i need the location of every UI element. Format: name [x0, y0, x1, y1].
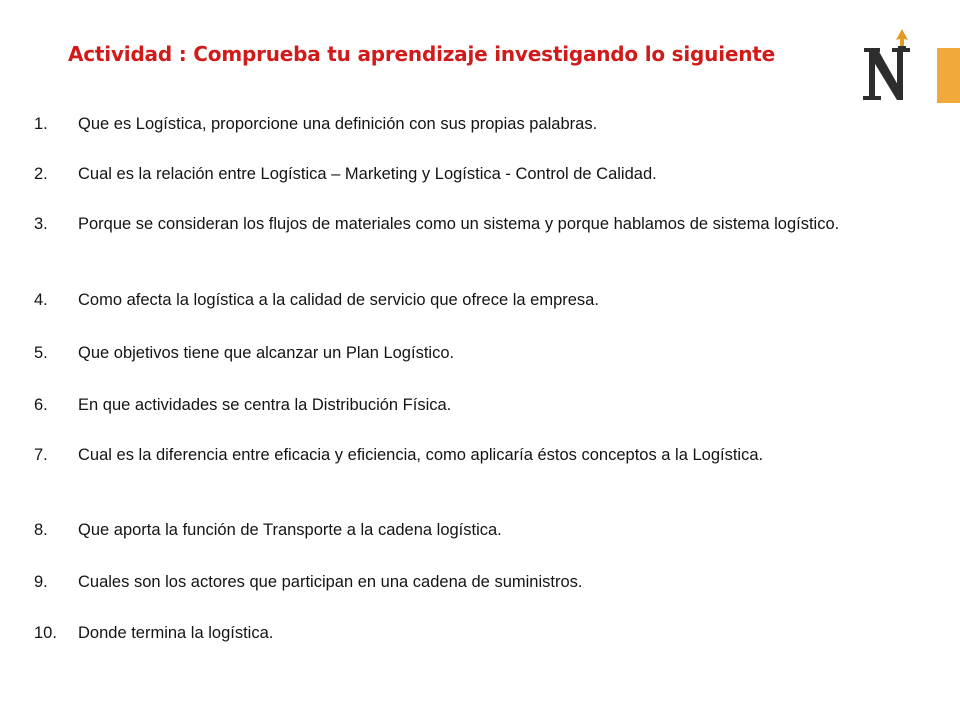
slide-title: Actividad : Comprueba tu aprendizaje investigando lo siguiente	[68, 42, 775, 66]
question-item	[34, 620, 914, 646]
question-item	[34, 569, 914, 595]
question-number: 1.	[34, 115, 48, 133]
question-item	[34, 161, 914, 187]
accent-bar	[937, 48, 960, 103]
question-number: 6.	[34, 396, 48, 414]
question-item	[34, 211, 914, 237]
question-number: 8.	[34, 521, 48, 539]
question-text: Cuales son los actores que participan en una cadena de suministros.	[78, 573, 583, 591]
question-text: En que actividades se centra la Distribución Física.	[78, 396, 452, 414]
question-item	[34, 392, 914, 418]
university-logo-icon	[860, 26, 920, 106]
question-number: 7.	[34, 446, 48, 464]
question-number: 3.	[34, 215, 48, 233]
question-text: Como afecta la logística a la calidad de servicio que ofrece la empresa.	[78, 291, 599, 309]
question-text: Que objetivos tiene que alcanzar un Plan Logístico.	[78, 344, 455, 362]
question-text: Cual es la diferencia entre eficacia y eficiencia, como aplicaría éstos conceptos a la Logística.	[78, 446, 764, 464]
question-number: 10.	[34, 624, 57, 642]
question-item	[34, 111, 914, 137]
question-text: Que es Logística, proporcione una definición con sus propias palabras.	[78, 115, 598, 133]
question-item	[34, 517, 914, 543]
question-text: Que aporta la función de Transporte a la cadena logística.	[78, 521, 502, 539]
question-item	[34, 287, 914, 313]
question-item	[34, 442, 914, 468]
n-letter-logo-icon	[860, 26, 920, 106]
question-text: Donde termina la logística.	[78, 624, 274, 642]
question-number: 5.	[34, 344, 48, 362]
question-text: Cual es la relación entre Logística – Marketing y Logística - Control de Calidad.	[78, 165, 657, 183]
question-number: 2.	[34, 165, 48, 183]
question-item	[34, 340, 914, 366]
question-text: Porque se consideran los flujos de materiales como un sistema y porque hablamos de sistema logístico.	[78, 215, 840, 233]
question-number: 4.	[34, 291, 48, 309]
question-number: 9.	[34, 573, 48, 591]
